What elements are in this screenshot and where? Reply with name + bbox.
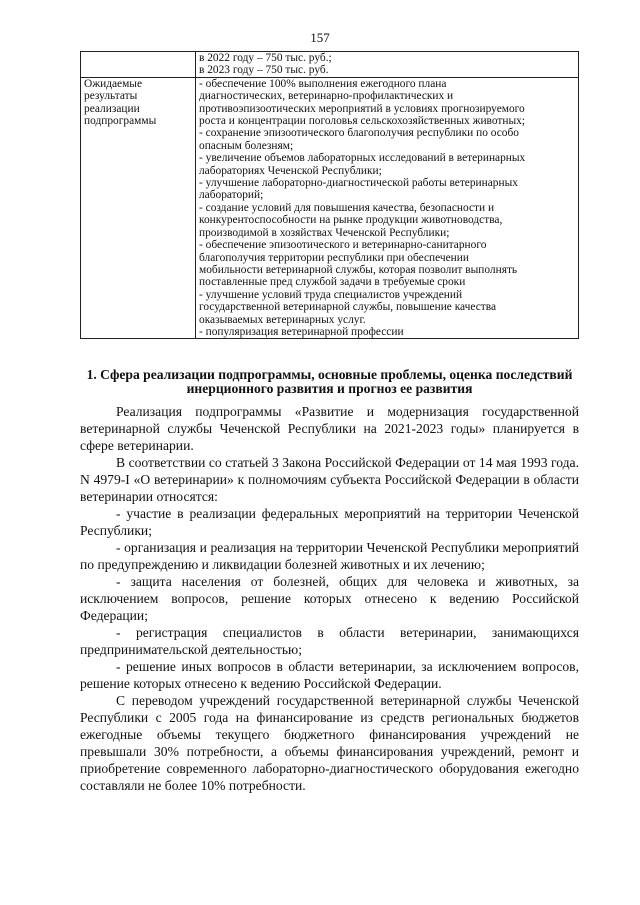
body-text [80,403,579,794]
result-line: роста и концентрации поголовья сельскохозяйственных животных; [199,115,525,128]
result-line: оказываемых ветеринарных услуг. [199,313,366,326]
subprogram-table [80,51,579,339]
section-heading: 1. Сфера реализации подпрограммы, основные проблемы, оценка последствий инерционного развития и прогноз ее развития [86,367,573,396]
result-line: - обеспечение эпизоотического и ветеринарно-санитарного [199,239,487,252]
paragraph: С переводом учреждений государственной ветеринарной службы Чеченской Республики с 2005 года на финансирование из средств региональных бюджетов ежегодные объемы текущего бюджетного финансирования учреждений не превышали 30% потребности, а объемы финансирования учреждений, ремонт и приобретение современного лабораторно-диагностического оборудования ежегодно составляли не более 10% потребности. [80,693,579,793]
paragraph: Реализация подпрограммы «Развитие и модернизация государственной ветеринарной службы Чеченской Республики на 2021-2023 годы» планируется в сфере ветеринарии. [80,404,579,453]
result-line: опасным болезням; [199,139,294,152]
paragraph: - регистрация специалистов в области ветеринарии, занимающихся предпринимательской деятельностью; [80,625,579,657]
result-line: - популяризация ветеринарной профессии [199,325,404,338]
table-cell-funding [196,52,579,78]
funding-line: в 2022 году – 750 тыс. руб.; [199,52,332,64]
result-line: конкурентоспособности на рынке продукции животноводства, [199,214,503,227]
result-line: государственной ветеринарной службы, повышение качества [199,301,497,314]
paragraph: - решение иных вопросов в области ветеринарии, за исключением вопросов, решение которых отнесено к ведению Российской Федерации. [80,659,579,691]
result-line: противоэпизоотических мероприятий в условиях прогнозируемого [199,102,525,115]
funding-line: в 2023 году – 750 тыс. руб. [199,64,329,77]
table-cell-empty [81,52,196,78]
label-line: реализации [84,102,140,115]
result-line: производимой в хозяйствах Чеченской Республики; [199,226,450,239]
result-line: - улучшение лабораторно-диагностической работы ветеринарных [199,177,518,190]
table-cell-label [81,77,196,339]
label-line: Ожидаемые [84,77,143,90]
page-number: 157 [310,30,330,45]
result-line: - сохранение эпизоотического благополучия республики по особо [199,127,519,140]
result-line: - увеличение объемов лабораторных исследований в ветеринарных [199,152,526,165]
result-line: - создание условий для повышения качества, безопасности и [199,201,495,214]
result-line: благополучия территории республики при обеспечении [199,251,469,264]
paragraph: - организация и реализация на территории Чеченской Республики мероприятий по предупреждению и ликвидации болезней животных и их лечению; [80,540,579,572]
result-line: - обеспечение 100% выполнения ежегодного плана [199,77,447,90]
paragraph: В соответствии со статьей 3 Закона Российской Федерации от 14 мая 1993 года. N 4979-I «О ветеринарии» к полномочиям субъекта Российской Федерации в области ветеринарии относятся: [80,455,579,504]
result-line: поставленные пред службой задачи в требуемые сроки [199,276,466,289]
result-line: диагностических, ветеринарно-профилактических и [199,90,454,103]
paragraph: - участие в реализации федеральных мероприятий на территории Чеченской Республики; [80,506,579,538]
table-row-results [81,77,579,339]
paragraph: - защита населения от болезней, общих для человека и животных, за исключением вопросов, решение которых отнесено к ведению Российской Федерации; [80,574,579,623]
label-line: подпрограммы [84,115,157,128]
table-cell-results [196,77,579,339]
result-line: мобильности ветеринарной службы, которая позволит выполнять [199,263,518,276]
result-line: лабораторий; [199,189,264,202]
table-row-funding [81,52,579,78]
label-line: результаты [84,90,138,103]
result-line: - улучшение условий труда специалистов учреждений [199,288,463,301]
result-line: лабораториях Чеченской Республики; [199,164,382,177]
